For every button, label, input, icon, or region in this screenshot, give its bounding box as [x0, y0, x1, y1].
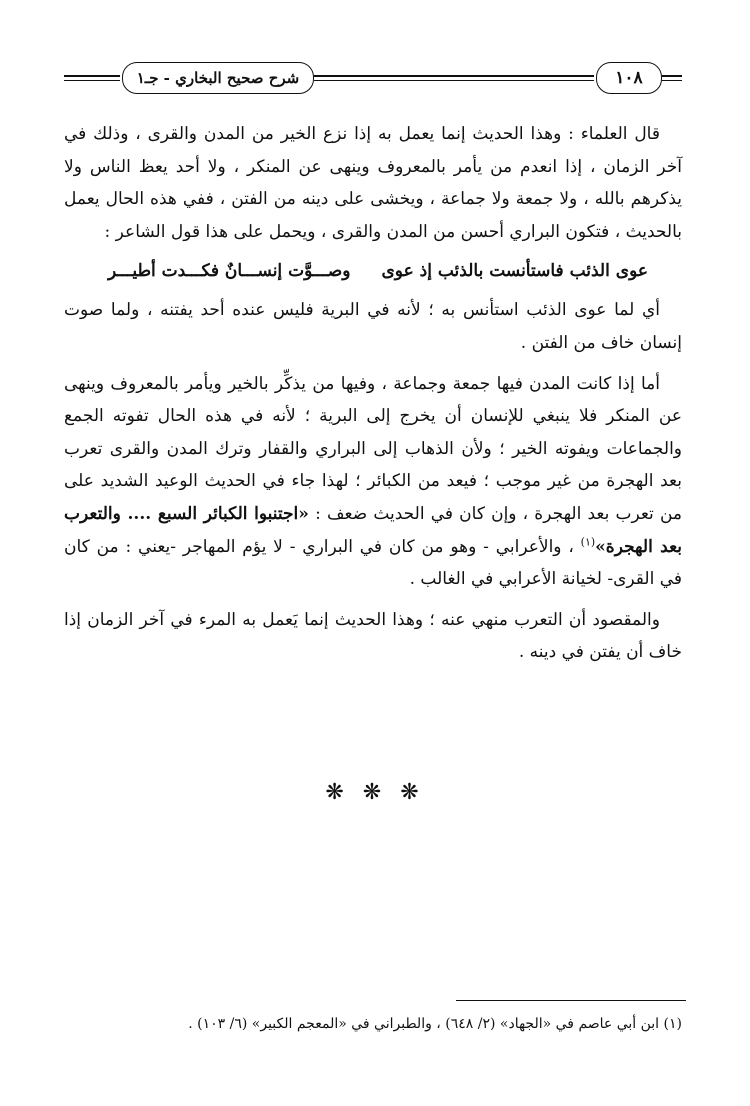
paragraph-3-text-end: ، والأعرابي - وهو من كان في البراري - لا يؤم المهاجر -يعني : من كان في القرى- لخيانة الأعرابي في الغالب .: [64, 536, 682, 590]
footnote-divider: [456, 1000, 686, 1001]
verse-second-hemistich: وصـــوَّت إنســـانٌ فكـــدت أطيـــر: [108, 261, 351, 282]
header-rule-left-thin: [64, 80, 120, 81]
page-number: ١٠٨: [596, 62, 662, 94]
page-header: [64, 60, 682, 100]
paragraph-3-text: أما إذا كانت المدن فيها جمعة وجماعة ، وفيها من يذكِّر بالخير ويأمر بالمعروف وينهى عن المنكر فلا ينبغي للإنسان أن يخرج إلى البرية ؛ لأنه في هذه الحال تفوته الجمع والجماعات ويفوته الخير ؛ ولأن الذهاب إلى البراري والقفار وترك المدن والقرى تعرب بعد الهجرة من غير موجب ؛ فيعد من الكبائر ؛ لهذا جاء في الحديث الوعيد الشديد على من تعرب بعد الهجرة ، وإن كان في الحديث ضعف :: [64, 373, 682, 524]
poetry-verse: [64, 248, 682, 294]
header-rule-right-thin: [662, 80, 682, 81]
paragraph-4: والمقصود أن التعرب منهي عنه ؛ وهذا الحديث إنما يَعمل به المرء في آخر الزمان إذا خاف أن يفتن في دينه .: [64, 609, 682, 663]
hadith-quote: «اجتنبوا الكبائر السبع .... والتعرب بعد الهجرة»: [64, 503, 682, 557]
header-rule-middle-thin: [314, 80, 594, 81]
paragraph-3: [64, 368, 682, 596]
verse-first-hemistich: عوى الذئب فاستأنست بالذئب إذ عوى: [381, 261, 648, 282]
main-text: [64, 118, 682, 669]
paragraph-2: أي لما عوى الذئب استأنس به ؛ لأنه في البرية فليس عنده أحد يفتنه ، ولما صوت إنسان خاف من الفتن .: [64, 300, 682, 353]
section-separator: ❋ ❋ ❋: [325, 780, 425, 805]
header-rule-left: [64, 75, 120, 77]
footnote: (١) ابن أبي عاصم في «الجهاد» (٢/ ٦٤٨) ، والطبراني في «المعجم الكبير» (٦/ ١٠٣) .: [188, 1016, 682, 1032]
book-title: شرح صحيح البخاري - جـ١: [122, 62, 314, 94]
paragraph-1: قال العلماء : وهذا الحديث إنما يعمل به إذا نزع الخير من المدن والقرى ، وذلك في آخر الزمان ، إذا انعدم من يأمر بالمعروف وينهى عن المنكر ، ولا أحد يعظ الناس ولا يذكرهم بالله ، ولا جمعة ولا جماعة ، ويخشى على دينه من الفتن ، ففي هذه الحال يعمل بالحديث ، فتكون البراري أحسن من المدن والقرى ، ويحمل على هذا قول الشاعر :: [64, 124, 682, 242]
header-rule-middle: [314, 75, 594, 77]
header-rule-right: [662, 75, 682, 77]
footnote-marker[interactable]: (١): [580, 534, 596, 548]
